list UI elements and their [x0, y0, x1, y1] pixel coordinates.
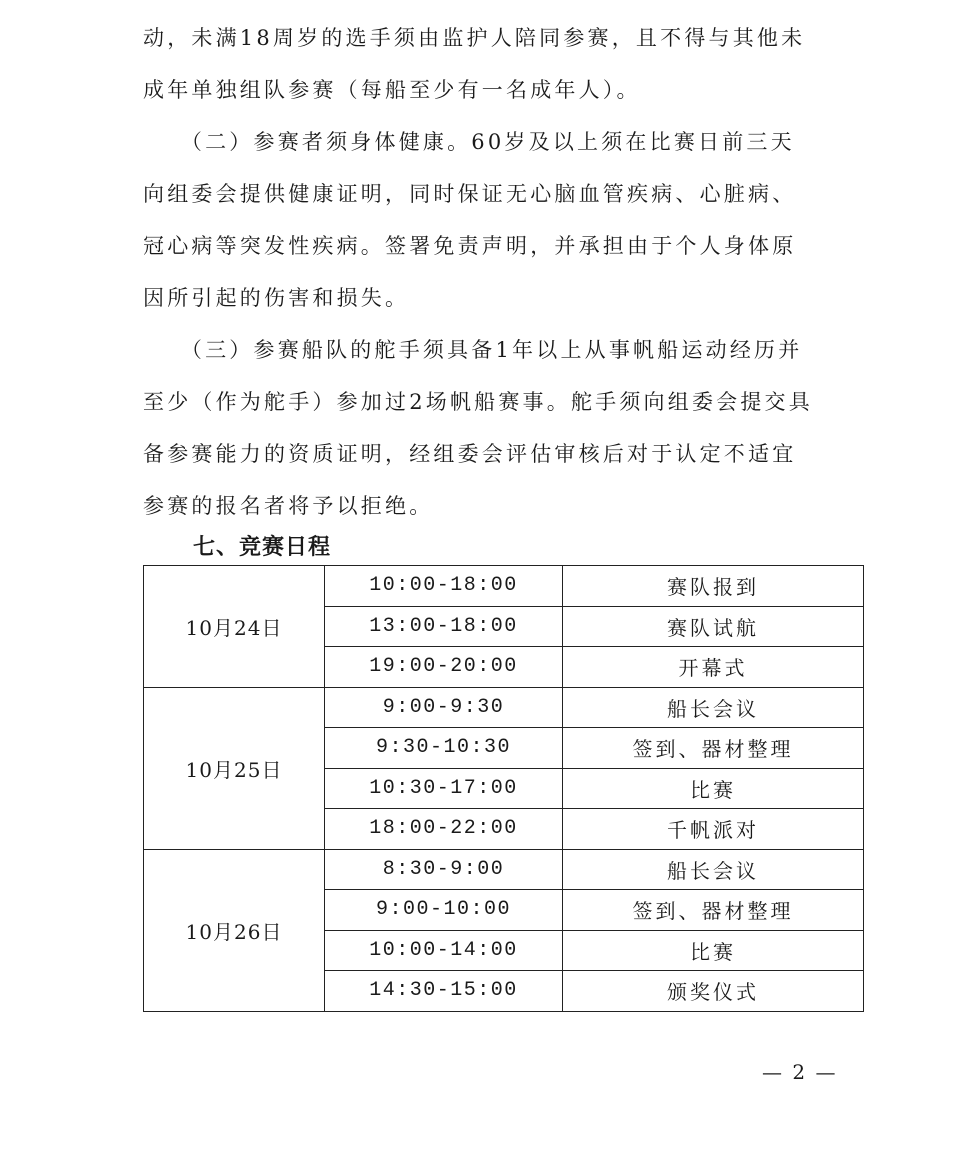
time-cell: 9:00-9:30 — [325, 687, 563, 728]
time-cell: 10:00-18:00 — [325, 566, 563, 607]
event-cell: 开幕式 — [563, 647, 864, 688]
time-cell: 18:00-22:00 — [325, 809, 563, 850]
time-cell: 19:00-20:00 — [325, 647, 563, 688]
time-cell: 13:00-18:00 — [325, 606, 563, 647]
table-row — [144, 566, 864, 607]
time-cell: 14:30-15:00 — [325, 971, 563, 1012]
text-line: （三）参赛船队的舵手须具备1年以上从事帆船运动经历并 — [143, 338, 803, 362]
paragraph-helmsman-requirement — [143, 324, 863, 532]
text-line: 成年单独组队参赛（每船至少有一名成年人）。 — [143, 78, 641, 102]
date-cell: 10月25日 — [144, 687, 325, 849]
event-cell: 比赛 — [563, 768, 864, 809]
time-cell: 10:00-14:00 — [325, 930, 563, 971]
event-cell: 签到、器材整理 — [563, 890, 864, 931]
text-line: 冠心病等突发性疾病。签署免责声明，并承担由于个人身体原 — [143, 234, 797, 258]
event-cell: 船长会议 — [563, 849, 864, 890]
event-cell: 船长会议 — [563, 687, 864, 728]
event-cell: 比赛 — [563, 930, 864, 971]
event-cell: 赛队试航 — [563, 606, 864, 647]
date-cell: 10月24日 — [144, 566, 325, 688]
text-line: 至少（作为舵手）参加过2场帆船赛事。舵手须向组委会提交具 — [143, 390, 813, 414]
text-line: 因所引起的伤害和损失。 — [143, 286, 410, 310]
text-line: 参赛的报名者将予以拒绝。 — [143, 494, 434, 518]
schedule-table — [143, 565, 864, 1012]
event-cell: 颁奖仪式 — [563, 971, 864, 1012]
paragraph-minor-rule — [143, 12, 863, 116]
paragraph-health-requirement — [143, 116, 863, 324]
event-cell: 千帆派对 — [563, 809, 864, 850]
time-cell: 9:30-10:30 — [325, 728, 563, 769]
text-line: 动，未满18周岁的选手须由监护人陪同参赛，且不得与其他未 — [143, 26, 806, 50]
event-cell: 赛队报到 — [563, 566, 864, 607]
event-cell: 签到、器材整理 — [563, 728, 864, 769]
time-cell: 9:00-10:00 — [325, 890, 563, 931]
table-row — [144, 687, 864, 728]
text-line: （二）参赛者须身体健康。60岁及以上须在比赛日前三天 — [143, 130, 795, 154]
text-line: 备参赛能力的资质证明，经组委会评估审核后对于认定不适宜 — [143, 442, 797, 466]
section-heading: 七、竞赛日程 — [193, 535, 332, 560]
table-row — [144, 849, 864, 890]
text-line: 向组委会提供健康证明，同时保证无心脑血管疾病、心脏病、 — [143, 182, 797, 206]
time-cell: 10:30-17:00 — [325, 768, 563, 809]
date-cell: 10月26日 — [144, 849, 325, 1011]
page-number: — 2 — — [762, 1060, 838, 1084]
time-cell: 8:30-9:00 — [325, 849, 563, 890]
